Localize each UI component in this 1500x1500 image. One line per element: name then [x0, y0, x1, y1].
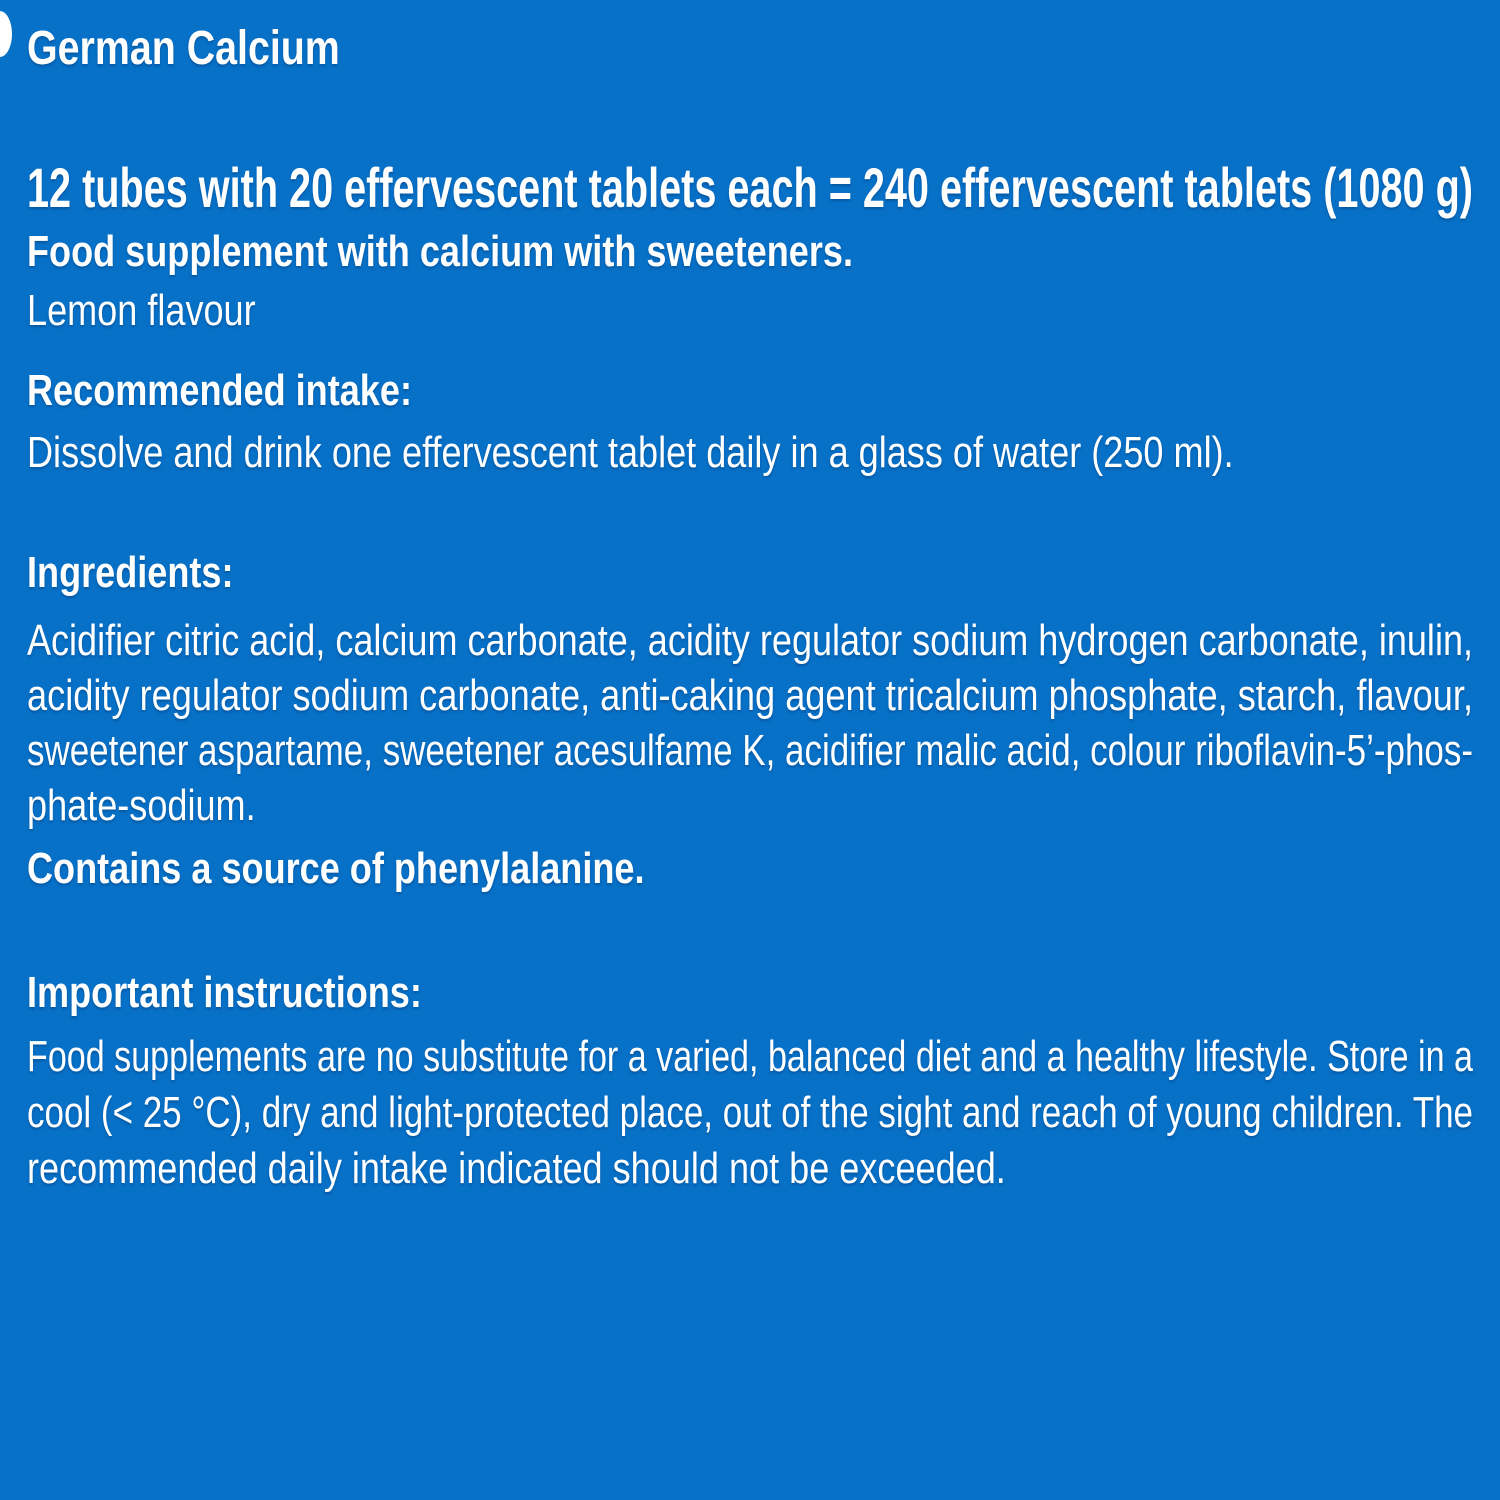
- important-instructions-heading-text: Important instructions:: [27, 968, 422, 1017]
- instructions-line-text: recommended daily intake indicated should not be exceeded.: [27, 1144, 1006, 1193]
- flavour-line: [27, 283, 1473, 338]
- allergen-note: [27, 841, 1473, 896]
- product-description-text: Food supplement with calcium with sweeteners.: [27, 227, 853, 276]
- ingredients-line: [27, 668, 1473, 723]
- allergen-note-text: Contains a source of phenylalanine.: [27, 844, 645, 893]
- ingredients-line: [27, 723, 1473, 778]
- instructions-line: [27, 1085, 1473, 1141]
- instructions-line-text: cool (< 25 °C), dry and light-protected place, out of the sight and reach of young children. The: [27, 1088, 1473, 1137]
- recommended-intake-heading: [27, 363, 1473, 418]
- ingredients-line: [27, 613, 1473, 668]
- flavour-text: Lemon flavour: [27, 286, 256, 335]
- ingredients-line-text: Acidifier citric acid, calcium carbonate, acidity regulator sodium hydrogen carbonate, inulin,: [27, 616, 1473, 665]
- instructions-line: [27, 1029, 1473, 1085]
- important-instructions-heading: [27, 965, 1473, 1020]
- brand-title-text: German Calcium: [27, 22, 340, 75]
- instructions-line: [27, 1141, 1473, 1197]
- ingredients-line-text: acidity regulator sodium carbonate, anti-caking agent tricalcium phosphate, starch, flavour,: [27, 671, 1473, 720]
- ingredients-heading-text: Ingredients:: [27, 548, 234, 597]
- product-description: [27, 224, 1473, 279]
- ingredients-line: [27, 778, 1473, 833]
- recommended-intake-text: [27, 425, 1473, 480]
- brand-title: [27, 18, 1473, 80]
- label-edge-notch: [0, 11, 12, 57]
- pack-size-line: [27, 156, 1473, 220]
- pack-size-text: 12 tubes with 20 effervescent tablets each = 240 effervescent tablets (1080 g): [27, 156, 1473, 219]
- instructions-line-text: Food supplements are no substitute for a varied, balanced diet and a healthy lifestyle. Store in a: [27, 1032, 1473, 1081]
- ingredients-heading: [27, 545, 1473, 600]
- recommended-intake-heading-text: Recommended intake:: [27, 366, 412, 415]
- ingredients-line-text: sweetener aspartame, sweetener acesulfame K, acidifier malic acid, colour riboflavin-5’-phos-: [27, 726, 1473, 775]
- ingredients-line-text: phate-sodium.: [27, 781, 256, 830]
- recommended-intake-text-content: Dissolve and drink one effervescent tablet daily in a glass of water (250 ml).: [27, 428, 1234, 477]
